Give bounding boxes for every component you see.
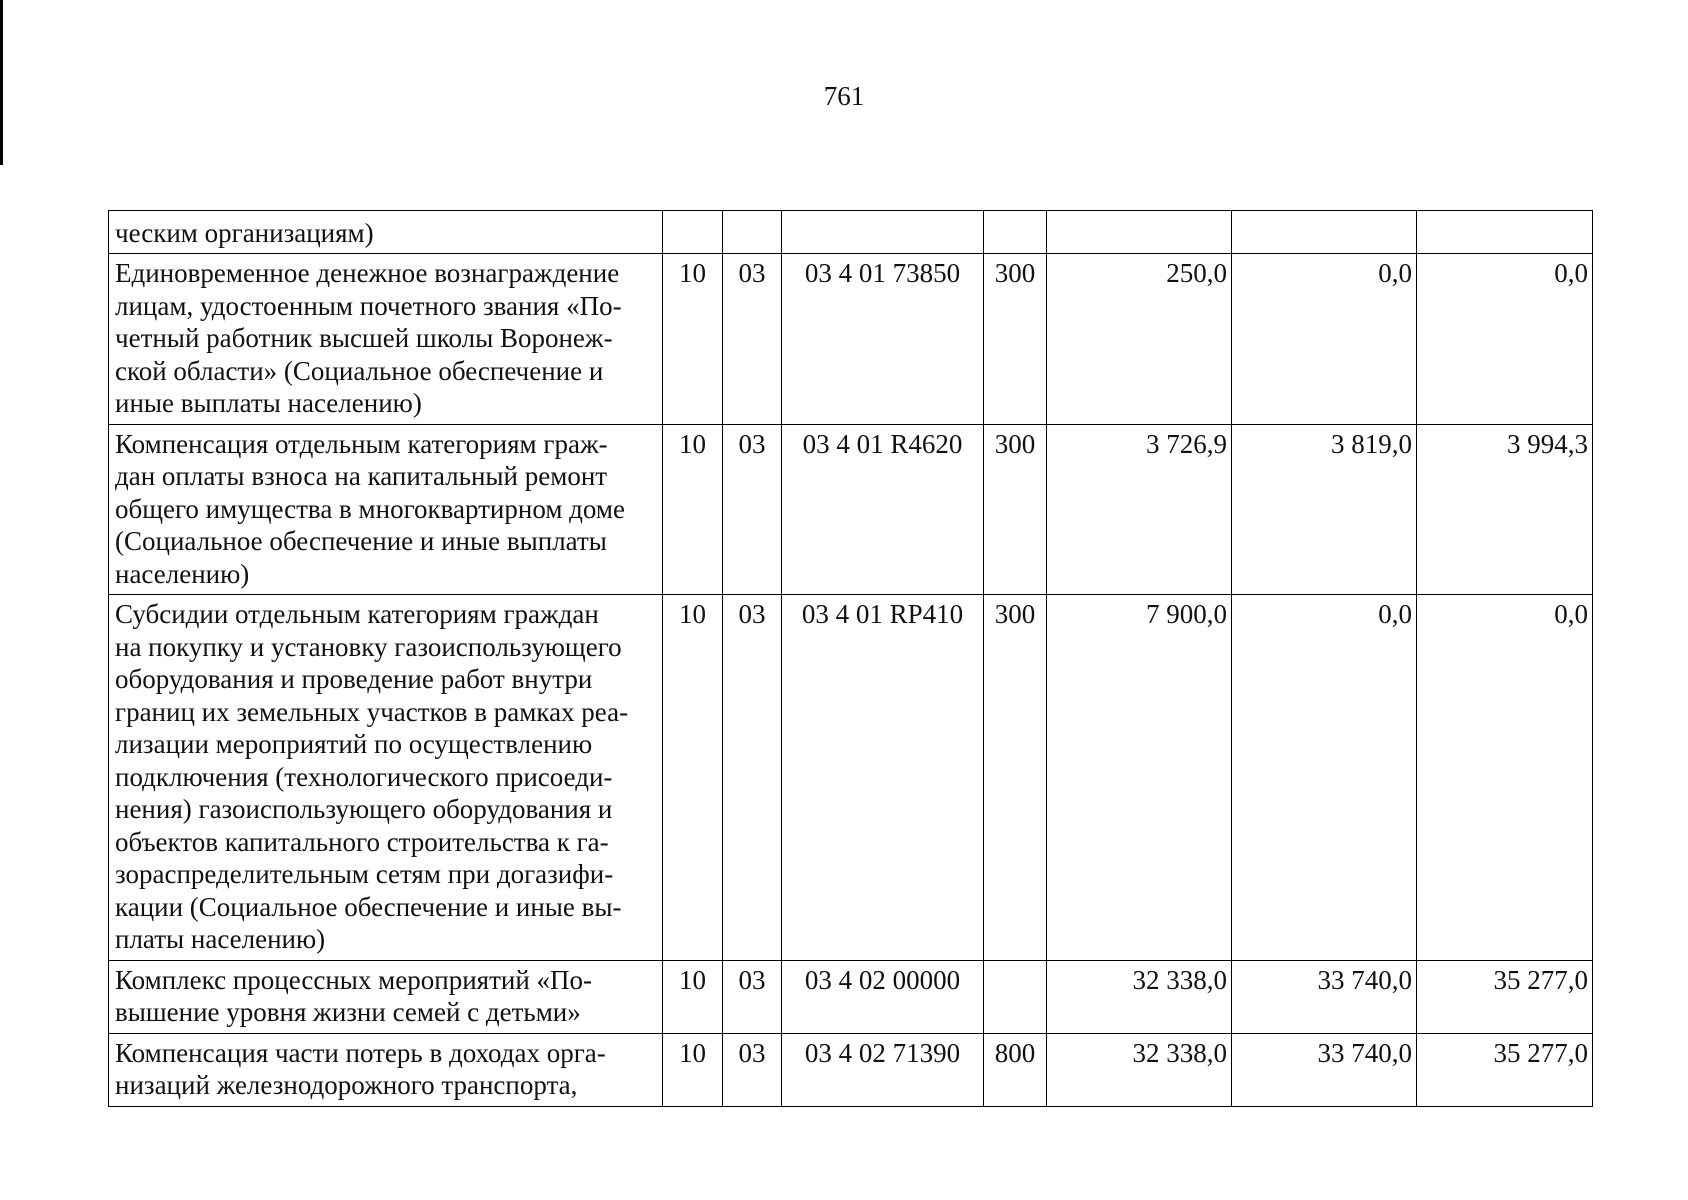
amount-year1-cell: 32 338,0 (1047, 1033, 1232, 1106)
table-row (109, 211, 1593, 254)
item-name-line: общего имущества в многоквартирном доме (115, 493, 625, 524)
target-article-cell: 03 4 01 73850 (782, 254, 984, 425)
target-article-cell (782, 211, 984, 254)
amount-year2-cell (1232, 211, 1417, 254)
amount-year3-cell: 35 277,0 (1417, 960, 1593, 1033)
budget-table (108, 210, 1593, 1107)
expense-type-cell: 300 (984, 424, 1047, 595)
item-name-line: на покупку и установку газоиспользующего (115, 631, 622, 662)
amount-year3-cell: 35 277,0 (1417, 1033, 1593, 1106)
subsection-code-cell: 03 (723, 254, 782, 425)
section-code-cell: 10 (663, 1033, 723, 1106)
amount-year3-cell: 3 994,3 (1417, 424, 1593, 595)
target-article-cell: 03 4 02 71390 (782, 1033, 984, 1106)
expense-type-cell (984, 211, 1047, 254)
amount-year1-cell (1047, 211, 1232, 254)
amount-year3-cell (1417, 211, 1593, 254)
item-name-line: (Социальное обеспечение и иные выплаты (115, 526, 607, 556)
item-name-line: иные выплаты населению) (115, 388, 422, 418)
subsection-code-cell: 03 (723, 424, 782, 595)
item-name-line: вышение уровня жизни семей с детьми» (115, 997, 581, 1027)
amount-year1-cell: 7 900,0 (1047, 595, 1232, 961)
item-name-line: лицам, удостоенным почетного звания «По- (115, 290, 622, 321)
item-name-cell (109, 960, 663, 1033)
item-name-line: ской области» (Социальное обеспечение и (115, 355, 604, 386)
item-name-line: Компенсация части потерь в доходах орга- (115, 1037, 606, 1068)
item-name-line: Комплекс процессных мероприятий «По- (115, 964, 593, 995)
section-code-cell: 10 (663, 424, 723, 595)
section-code-cell (663, 211, 723, 254)
item-name-line: подключения (технологического присоеди- (115, 761, 613, 792)
item-name-cell (109, 595, 663, 961)
item-name-line: нения) газоиспользующего оборудования и (115, 794, 613, 824)
item-name-line: низаций железнодорожного транспорта, (115, 1070, 578, 1100)
item-name-cell (109, 211, 663, 254)
item-name-line: населению) (115, 558, 250, 589)
item-name-line: Единовременное денежное вознаграждение (115, 258, 620, 288)
subsection-code-cell: 03 (723, 960, 782, 1033)
amount-year1-cell: 250,0 (1047, 254, 1232, 425)
subsection-code-cell (723, 211, 782, 254)
expense-type-cell: 300 (984, 254, 1047, 425)
table-row (109, 424, 1593, 595)
amount-year1-cell: 3 726,9 (1047, 424, 1232, 595)
target-article-cell: 03 4 01 RP410 (782, 595, 984, 961)
section-code-cell: 10 (663, 960, 723, 1033)
item-name-line: лизации мероприятий по осуществлению (115, 729, 593, 759)
item-name-line: четный работник высшей школы Воронеж- (115, 323, 613, 353)
table-row (109, 595, 1593, 961)
amount-year3-cell: 0,0 (1417, 254, 1593, 425)
expense-type-cell: 300 (984, 595, 1047, 961)
item-name-line: зораспределительным сетям при догазифи- (115, 859, 614, 889)
page-number: 761 (823, 81, 865, 111)
item-name-line: дан оплаты взноса на капитальный ремонт (115, 461, 608, 491)
item-name-line: объектов капитального строительства к га- (115, 826, 609, 857)
amount-year2-cell: 3 819,0 (1232, 424, 1417, 595)
item-name-line: границ их земельных участков в рамках реа- (115, 696, 629, 727)
amount-year3-cell: 0,0 (1417, 595, 1593, 961)
subsection-code-cell: 03 (723, 595, 782, 961)
table-body (109, 211, 1593, 1107)
amount-year2-cell: 0,0 (1232, 595, 1417, 961)
item-name-line: платы населению) (115, 924, 326, 954)
amount-year2-cell: 33 740,0 (1232, 960, 1417, 1033)
item-name-line: кации (Социальное обеспечение и иные вы- (115, 891, 622, 922)
section-code-cell: 10 (663, 254, 723, 425)
item-name-cell (109, 424, 663, 595)
item-name-line: оборудования и проведение работ внутри (115, 664, 593, 694)
table-row (109, 960, 1593, 1033)
item-name-cell (109, 254, 663, 425)
section-code-cell: 10 (663, 595, 723, 961)
target-article-cell: 03 4 02 00000 (782, 960, 984, 1033)
item-name-line: ческим организациям) (115, 218, 374, 248)
table-row (109, 254, 1593, 425)
item-name-cell (109, 1033, 663, 1106)
amount-year2-cell: 33 740,0 (1232, 1033, 1417, 1106)
table-row (109, 1033, 1593, 1106)
expense-type-cell (984, 960, 1047, 1033)
target-article-cell: 03 4 01 R4620 (782, 424, 984, 595)
item-name-line: Субсидии отдельным категориям граждан (115, 599, 599, 629)
amount-year2-cell: 0,0 (1232, 254, 1417, 425)
subsection-code-cell: 03 (723, 1033, 782, 1106)
item-name-line: Компенсация отдельным категориям граж- (115, 428, 608, 459)
expense-type-cell: 800 (984, 1033, 1047, 1106)
amount-year1-cell: 32 338,0 (1047, 960, 1232, 1033)
